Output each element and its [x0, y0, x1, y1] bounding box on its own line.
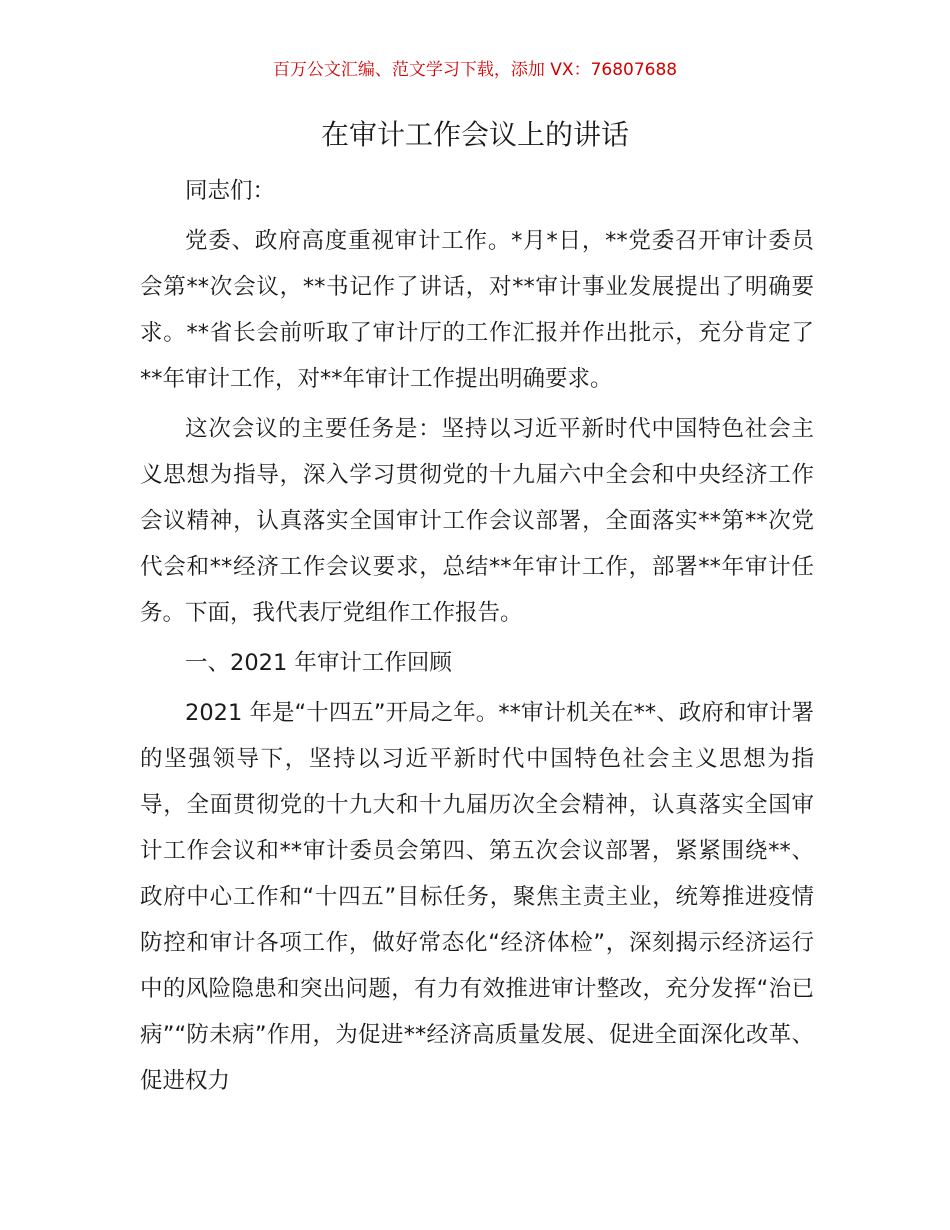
document-title: 在审计工作会议上的讲话	[320, 118, 629, 151]
section-heading: 一、2021 年审计工作回顾	[185, 650, 452, 676]
salutation: 同志们：	[185, 178, 276, 204]
paragraph: 2021 年是“十四五”开局之年。**审计机关在**、政府和审计署的坚强领导下，坚持以习近平新时代中国特色社会主义思想为指导，全面贯彻党的十九大和十九届历次全会精神，认真落实全国审计工作会议和**审计委员会第四、第五次会议部署，紧紧围绕**、政府中心工作和“十四五”目标任务，聚焦主责主业，统筹推进疫情防控和审计各项工作，做好常态化“经济体检”，深刻揭示经济运行中的风险隐患和突出问题，有力有效推进审计整改，充分发挥“治已病”“防未病”作用，为促进**经济高质量发展、促进全面深化改革、促进权力	[140, 700, 814, 1094]
paragraph: 这次会议的主要任务是：坚持以习近平新时代中国特色社会主义思想为指导，深入学习贯彻党的十九届六中全会和中央经济工作会议精神，认真落实全国审计工作会议部署，全面落实**第**次党代会和**经济工作会议要求，总结**年审计工作，部署**年审计任务。下面，我代表厅党组作工作报告。	[140, 416, 814, 626]
paragraph: 党委、政府高度重视审计工作。*月*日，**党委召开审计委员会第**次会议，**书记作了讲话，对**审计事业发展提出了明确要求。**省长会前听取了审计厅的工作汇报并作出批示，充分肯定了**年审计工作，对**年审计工作提出明确要求。	[140, 228, 814, 392]
watermark-header: 百万公文汇编、范文学习下载，添加 VX：76807688	[272, 60, 678, 80]
document-body	[140, 168, 814, 1108]
